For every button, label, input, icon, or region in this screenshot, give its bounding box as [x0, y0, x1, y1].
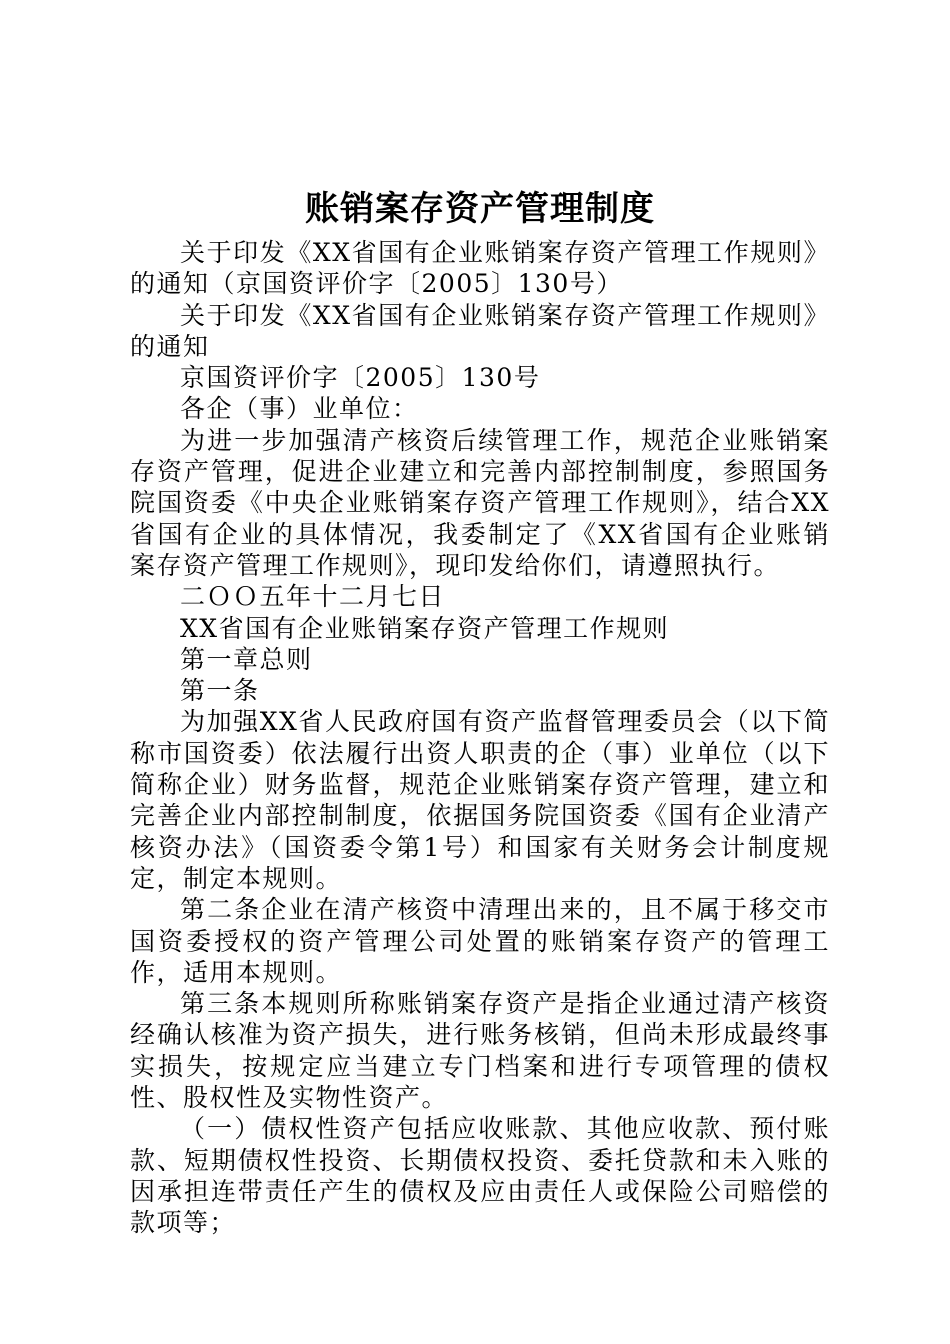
paragraph-rules-title: XX省国有企业账销案存资产管理工作规则 [180, 613, 670, 643]
paragraph-date: 二ＯＯ五年十二月七日 [180, 582, 446, 612]
paragraph-notice-heading: 关于印发《XX省国有企业账销案存资产管理工作规则》的通知 [130, 300, 830, 361]
paragraph-body-intro: 为进一步加强清产核资后续管理工作，规范企业账销案存资产管理，促进企业建立和完善内部控制制度，参照国务院国资委《中央企业账销案存资产管理工作规则》，结合XX省国有企业的具体情况，我委制定了《XX省国有企业账销案存资产管理工作规则》，现印发给你们，请遵照执行。 [130, 425, 830, 580]
paragraph-doc-number: 京国资评价字〔2005〕130号 [180, 363, 541, 393]
paragraph-notice-title: 关于印发《XX省国有企业账销案存资产管理工作规则》的通知（京国资评价字〔2005〕130号） [130, 238, 830, 299]
paragraph-article-1-body: 为加强XX省人民政府国有资产监督管理委员会（以下简称市国资委）依法履行出资人职责的企（事）业单位（以下简称企业）财务监督，规范企业账销案存资产管理，建立和完善企业内部控制制度，依据国务院国资委《国有企业清产核资办法》（国资委令第1号）和国家有关财务会计制度规定，制定本规则。 [130, 707, 830, 893]
paragraph-article-2: 第二条企业在清产核资中清理出来的，且不属于移交市国资委授权的资产管理公司处置的账销案存资产的管理工作，适用本规则。 [130, 895, 830, 987]
paragraph-addressee: 各企（事）业单位： [180, 394, 419, 424]
paragraph-chapter-1: 第一章总则 [180, 644, 313, 674]
paragraph-article-1-heading: 第一条 [180, 676, 260, 706]
paragraph-item-1: （一）债权性资产包括应收账款、其他应收款、预付账款、短期债权性投资、长期债权投资、委托贷款和未入账的因承担连带责任产生的债权及应由责任人或保险公司赔偿的款项等； [130, 1114, 830, 1238]
document-title: 账销案存资产管理制度 [305, 189, 655, 229]
paragraph-article-3: 第三条本规则所称账销案存资产是指企业通过清产核资经确认核准为资产损失，进行账务核销，但尚未形成最终事实损失，按规定应当建立专门档案和进行专项管理的债权性、股权性及实物性资产。 [130, 989, 830, 1113]
